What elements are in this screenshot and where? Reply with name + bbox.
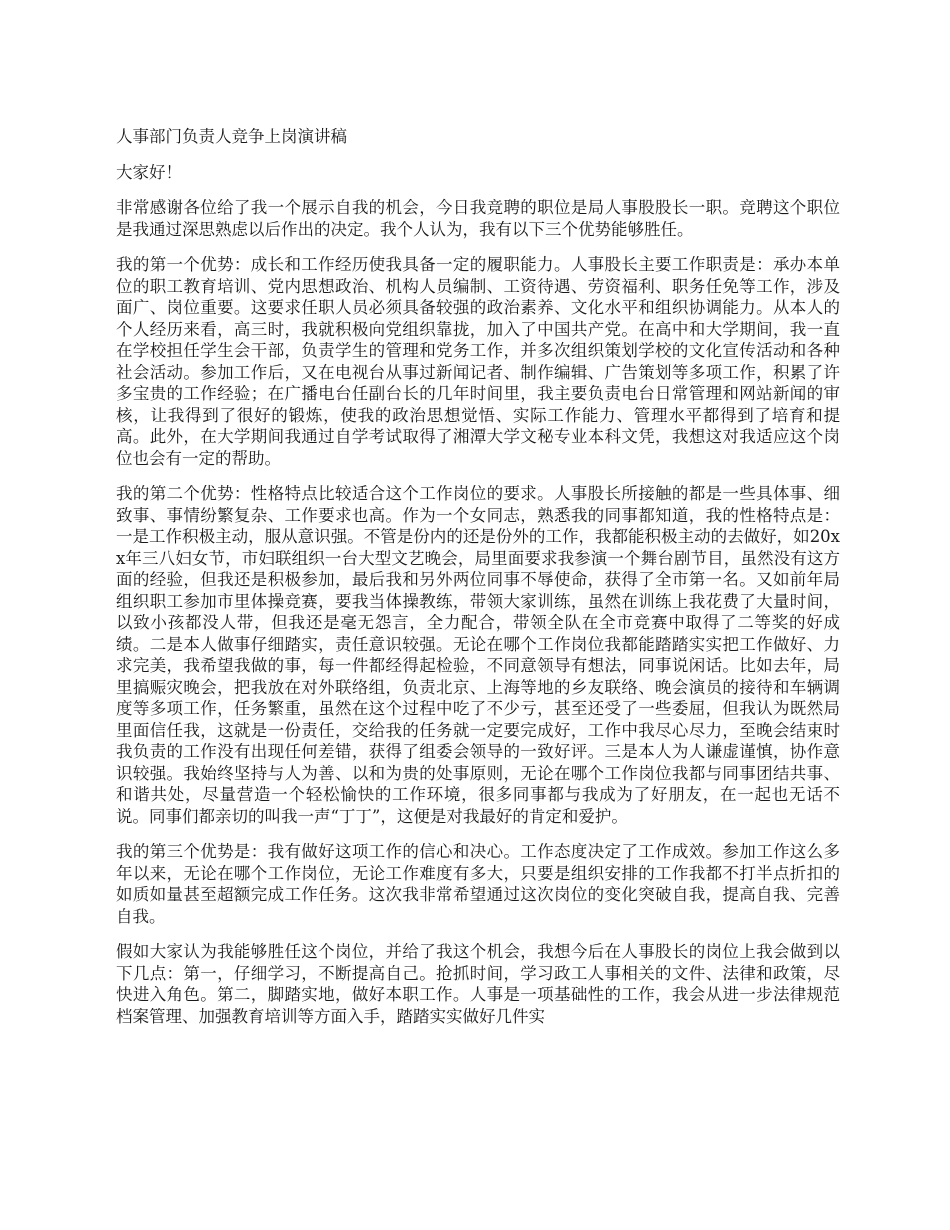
greeting-paragraph: 大家好！ xyxy=(116,162,182,182)
third-advantage-paragraph: 我的第三个优势是：我有做好这项工作的信心和决心。工作态度决定了工作成效。参加工作这么多年以来，无论在哪个工作岗位，无论工作难度有多大，只要是组织安排的工作我都不打半点折扣的如质如量甚至超额完成工作任务。这次我非常希望通过这次岗位的变化突破自我，提高自我、完善自我。 xyxy=(116,842,840,926)
first-advantage-paragraph: 我的第一个优势：成长和工作经历使我具备一定的履职能力。人事股长主要工作职责是：承办本单位的职工教育培训、党内思想政治、机构人员编制、工资待遇、劳资福利、职务任免等工作，涉及面广、岗位重要。这要求任职人员必须具备较强的政治素养、文化水平和组织协调能力。从本人的个人经历来看，高三时，我就积极向党组织靠拢，加入了中国共产党。在高中和大学期间，我一直在学校担任学生会干部，负责学生的管理和党务工作，并多次组织策划学校的文化宣传活动和各种社会活动。参加工作后，又在电视台从事过新闻记者、制作编辑、广告策划等多项工作，积累了许多宝贵的工作经验；在广播电台任副台长的几年时间里，我主要负责电台日常管理和网站新闻的审核，让我得到了很好的锻炼，使我的政治思想觉悟、实际工作能力、管理水平都得到了培育和提高。此外，在大学期间我通过自学考试取得了湘潭大学文秘专业本科文凭，我想这对我适应这个岗位也会有一定的帮助。 xyxy=(116,255,840,468)
plan-paragraph: 假如大家认为我能够胜任这个岗位，并给了我这个机会，我想今后在人事股长的岗位上我会做到以下几点：第一，仔细学习，不断提高自己。抢抓时间，学习政工人事相关的文件、法律和政策，尽快进入角色。第二，脚踏实地，做好本职工作。人事是一项基础性的工作，我会从进一步法律规范档案管理、加强教育培训等方面入手，踏踏实实做好几件实 xyxy=(116,942,840,1026)
document-title: 人事部门负责人竞争上岗演讲稿 xyxy=(116,127,347,146)
intro-paragraph: 非常感谢各位给了我一个展示自我的机会，今日我竞聘的职位是局人事股股长一职。竞聘这个职位是我通过深思熟虑以后作出的决定。我个人认为，我有以下三个优势能够胜任。 xyxy=(116,198,840,239)
second-advantage-paragraph: 我的第二个优势：性格特点比较适合这个工作岗位的要求。人事股长所接触的都是一些具体事、细致事、事情纷繁复杂、工作要求也高。作为一个女同志，熟悉我的同事都知道，我的性格特点是：一是工作积极主动，服从意识强。不管是份内的还是份外的工作，我都能积极主动的去做好，如20xx年三八妇女节，市妇联组织一台大型文艺晚会，局里面要求我参演一个舞台剧节目，虽然没有这方面的经验，但我还是积极参加，最后我和另外两位同事不辱使命，获得了全市第一名。又如前年局组织职工参加市里体操竞赛，要我当体操教练，带领大家训练，虽然在训练上我花费了大量时间，以致小孩都没人带，但我还是毫无怨言，全力配合，带领全队在全市竞赛中取得了二等奖的好成绩。二是本人做事仔细踏实，责任意识较强。无论在哪个工作岗位我都能踏踏实实把工作做好、力求完美，我希望我做的事，每一件都经得起检验，不同意领导有想法，同事说闲话。比如去年，局里搞赈灾晚会，把我放在对外联络组，负责北京、上海等地的乡友联络、晚会演员的接待和车辆调度等多项工作，任务繁重，虽然在这个过程中吃了不少亏，甚至还受了一些委屈，但我认为既然局里面信任我，这就是一份责任，交给我的任务就一定要完成好，工作中我尽心尽力，至晚会结束时我负责的工作没有出现任何差错，获得了组委会领导的一致好评。三是本人为人谦虚谨慎，协作意识较强。我始终坚持与人为善、以和为贵的处事原则，无论在哪个工作岗位我都与同事团结共事、和谐共处，尽量营造一个轻松愉快的工作环境，很多同事都与我成为了好朋友，在一起也无话不说。同事们都亲切的叫我一声“丁丁”，这便是对我最好的肯定和爱护。 xyxy=(116,484,840,826)
document-page xyxy=(116,126,840,1041)
